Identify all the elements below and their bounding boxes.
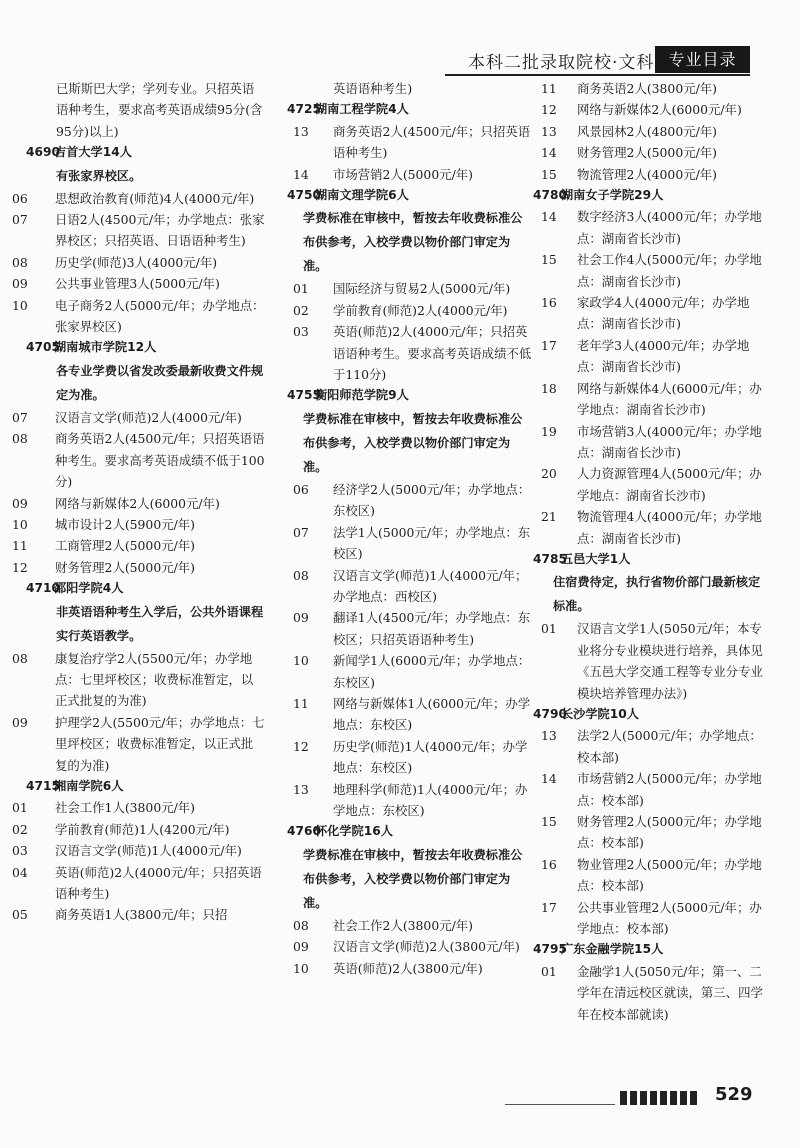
major-text: 网络与新媒体4人(6000元/年；办学地点：湖南省长沙市)	[577, 380, 762, 418]
school-name: 五邑大学1人	[561, 551, 631, 566]
major-code: 16	[541, 856, 557, 872]
major-text: 数字经济3人(4000元/年；办学地点：湖南省长沙市)	[577, 209, 762, 246]
major-code: 15	[541, 252, 557, 268]
major-text: 日语2人(4500元/年；办学地点：张家界校区；只招英语、日语语种考生)	[55, 212, 265, 249]
major-code: 10	[12, 297, 28, 313]
major-entry	[265, 779, 533, 822]
major-code: 09	[12, 276, 28, 292]
school-code: 4780	[533, 188, 567, 203]
major-code: 16	[541, 295, 557, 311]
major-text: 汉语言文学(师范)1人(4000元/年)	[55, 843, 242, 859]
major-entry	[0, 252, 265, 273]
major-entry	[265, 278, 533, 299]
major-entry	[0, 407, 265, 428]
school-heading	[533, 704, 763, 725]
school-heading	[265, 185, 533, 206]
major-entry	[265, 650, 533, 693]
major-entry	[265, 300, 533, 321]
major-text: 公共事业管理2人(5000元/年；办学地点：校本部)	[577, 899, 762, 937]
major-text: 财务管理2人(5000元/年)	[55, 559, 195, 575]
school-name: 广东金融学院15人	[561, 942, 664, 957]
major-entry	[0, 428, 265, 492]
major-text: 英语(师范)2人(4000元/年；只招英语语种考生。要求高考英语成绩不低于110分)	[333, 324, 532, 383]
major-code: 19	[541, 423, 557, 439]
major-code: 01	[293, 281, 309, 297]
major-entry	[0, 862, 265, 905]
major-entry	[265, 121, 533, 164]
major-entry	[265, 164, 533, 185]
school-note: 学费标准在审核中，暂按去年收费标准公布供参考，入校学费以物价部门审定为准。	[303, 411, 523, 474]
school-code: 4690	[26, 145, 60, 160]
school-name: 长沙学院10人	[561, 706, 639, 721]
major-entry	[0, 188, 265, 209]
major-code: 08	[293, 567, 309, 583]
school-heading	[265, 99, 533, 120]
school-heading	[533, 185, 763, 206]
major-entry	[533, 463, 763, 506]
school-code: 4710	[26, 581, 60, 596]
school-name: 湘南学院6人	[54, 778, 124, 793]
continued-text: 已斯斯巴大学；学列专业。只招英语语种考生，要求高考英语成绩95分(含95分)以上)	[56, 81, 263, 139]
school-code: 4715	[26, 778, 60, 793]
major-entry	[0, 493, 265, 514]
major-code: 09	[293, 939, 309, 955]
major-entry	[533, 725, 763, 768]
major-text: 汉语言文学1人(5050元/年；本专业将分专业模块进行培养，具体见《五邑大学交通工程等专业分专业模块培养管理办法》)	[577, 621, 763, 701]
major-entry	[533, 897, 763, 940]
major-code: 09	[12, 495, 28, 511]
major-code: 13	[293, 781, 309, 797]
major-code: 14	[541, 145, 557, 161]
major-entry	[533, 378, 763, 421]
major-text: 市场营销3人(4000元/年；办学地点：湖南省长沙市)	[577, 423, 762, 460]
major-text: 电子商务2人(5000元/年；办学地点：张家界校区)	[55, 297, 265, 335]
school-note: 学费标准在审核中，暂按去年收费标准公布供参考，入校学费以物价部门审定为准。	[303, 211, 523, 274]
major-text: 国际经济与贸易2人(5000元/年)	[333, 281, 511, 297]
major-code: 12	[541, 102, 557, 118]
school-note: 各专业学费以省发改委最新收费文件规定为准。	[56, 363, 264, 402]
major-code: 14	[541, 209, 557, 225]
major-entry	[0, 295, 265, 338]
major-code: 12	[12, 559, 28, 575]
major-code: 11	[12, 538, 28, 554]
major-entry	[533, 618, 763, 704]
column-3	[533, 78, 763, 1025]
major-text: 历史学(师范)1人(4000元/年；办学地点：东校区)	[333, 738, 528, 776]
major-code: 10	[12, 516, 28, 532]
school-name: 吉首大学14人	[54, 145, 132, 160]
major-code: 08	[293, 917, 309, 933]
major-text: 市场营销2人(5000元/年；办学地点：校本部)	[577, 771, 762, 808]
major-text: 老年学3人(4000元/年；办学地点：湖南省长沙市)	[577, 337, 750, 375]
major-code: 06	[293, 481, 309, 497]
major-text: 法学2人(5000元/年；办学地点：校本部)	[577, 728, 762, 765]
major-entry	[265, 915, 533, 936]
major-entry	[533, 78, 763, 99]
major-text: 财务管理2人(5000元/年)	[577, 145, 717, 161]
major-code: 10	[293, 653, 309, 669]
major-code: 17	[541, 899, 557, 915]
major-entry	[0, 840, 265, 861]
school-code: 4785	[533, 551, 567, 566]
school-note: 有张家界校区。	[56, 168, 142, 183]
major-text: 人力资源管理4人(5000元/年；办学地点：湖南省长沙市)	[577, 466, 762, 503]
major-code: 18	[541, 380, 557, 396]
school-heading	[0, 578, 265, 599]
major-entry	[265, 565, 533, 608]
header-subtitle: 本科二批录取院校·文科	[468, 53, 655, 73]
school-code: 4705	[26, 340, 60, 355]
major-entry	[533, 292, 763, 335]
major-code: 03	[293, 324, 309, 340]
footer-decoration	[620, 1090, 700, 1109]
footer-rule	[505, 1104, 615, 1105]
school-heading	[265, 385, 533, 406]
major-code: 11	[541, 81, 557, 96]
major-entry	[533, 164, 763, 185]
major-text: 社会工作1人(3800元/年)	[55, 800, 195, 816]
major-text: 网络与新媒体1人(6000元/年；办学地点：东校区)	[333, 695, 531, 733]
major-text: 康复治疗学2人(5500元/年；办学地点：七里坪校区；收费标准暂定，以正式批复的为准)	[55, 650, 254, 709]
column-2	[265, 78, 533, 979]
major-code: 07	[12, 212, 28, 228]
major-entry	[0, 904, 265, 925]
major-text: 地理科学(师范)1人(4000元/年；办学地点：东校区)	[333, 781, 528, 818]
school-name: 湖南工程学院4人	[315, 102, 409, 117]
major-text: 金融学1人(5050元/年；第一、二学年在清远校区就读，第三、四学年在校本部就读)	[577, 963, 763, 1022]
major-code: 01	[541, 621, 557, 637]
major-entry	[533, 768, 763, 811]
major-entry	[533, 99, 763, 120]
major-entry	[265, 936, 533, 957]
major-entry	[533, 335, 763, 378]
major-code: 08	[12, 431, 28, 447]
major-text: 法学1人(5000元/年；办学地点：东校区)	[333, 524, 531, 562]
major-code: 13	[541, 728, 557, 744]
major-entry	[533, 206, 763, 249]
school-name: 衡阳师范学院9人	[315, 388, 409, 403]
major-text: 网络与新媒体2人(6000元/年)	[577, 102, 742, 118]
major-entry	[0, 819, 265, 840]
major-entry	[265, 321, 533, 385]
major-text: 学前教育(师范)1人(4200元/年)	[55, 821, 230, 837]
school-heading	[533, 549, 763, 570]
major-code: 03	[12, 843, 28, 859]
school-name: 湖南文理学院6人	[315, 188, 409, 203]
major-entry	[533, 421, 763, 464]
school-heading	[0, 776, 265, 797]
running-header	[0, 42, 800, 78]
major-code: 05	[12, 907, 28, 923]
major-entry	[533, 811, 763, 854]
school-heading	[0, 337, 265, 358]
major-text: 翻译1人(4500元/年；办学地点：东校区；只招英语语种考生)	[333, 610, 531, 647]
school-heading	[265, 821, 533, 842]
major-code: 09	[293, 610, 309, 626]
major-text: 汉语言文学(师范)2人(3800元/年)	[333, 939, 520, 955]
major-code: 14	[541, 771, 557, 787]
watermark: ⁣	[116, 420, 124, 490]
section-label: 专业目录	[655, 46, 750, 73]
major-text: 网络与新媒体2人(6000元/年)	[55, 495, 220, 511]
major-text: 市场营销2人(5000元/年)	[333, 166, 473, 182]
major-code: 08	[12, 650, 28, 666]
major-text: 护理学2人(5500元/年；办学地点：七里坪校区；收费标准暂定，以正式批复的为准)	[55, 714, 265, 773]
major-text: 商务英语1人(3800元/年；只招	[55, 907, 228, 923]
header-rule	[445, 74, 750, 76]
school-note: 住宿费待定，执行省物价部门最新核定标准。	[553, 575, 761, 614]
school-name: 湖南城市学院12人	[54, 340, 157, 355]
school-name: 湖南女子学院29人	[561, 188, 664, 203]
school-heading	[533, 939, 763, 960]
major-entry	[533, 142, 763, 163]
major-text: 汉语言文学(师范)2人(4000元/年)	[55, 409, 242, 425]
major-code: 17	[541, 337, 557, 353]
major-text: 新闻学1人(6000元/年；办学地点：东校区)	[333, 653, 531, 690]
major-entry	[0, 557, 265, 578]
major-code: 04	[12, 864, 28, 880]
school-note: 学费标准在审核中，暂按去年收费标准公布供参考，入校学费以物价部门审定为准。	[303, 847, 523, 910]
school-note: 非英语语种考生入学后，公共外语课程实行英语教学。	[56, 604, 264, 643]
major-text: 物业管理2人(5000元/年；办学地点：校本部)	[577, 856, 762, 894]
major-entry	[265, 479, 533, 522]
major-code: 02	[12, 821, 28, 837]
major-text: 物流管理2人(4000元/年)	[577, 166, 717, 182]
major-text: 学前教育(师范)2人(4000元/年)	[333, 302, 508, 318]
major-code: 07	[12, 409, 28, 425]
major-entry	[0, 514, 265, 535]
major-entry	[265, 607, 533, 650]
major-entry	[533, 249, 763, 292]
major-code: 15	[541, 814, 557, 829]
school-name: 怀化学院16人	[315, 824, 393, 839]
major-text: 物流管理4人(4000元/年；办学地点：湖南省长沙市)	[577, 509, 762, 546]
major-code: 13	[541, 123, 557, 139]
major-entry	[533, 854, 763, 897]
major-text: 历史学(师范)3人(4000元/年)	[55, 254, 218, 270]
major-entry	[0, 712, 265, 776]
school-heading	[0, 142, 265, 163]
major-code: 20	[541, 466, 557, 482]
major-entry	[265, 522, 533, 565]
major-entry	[0, 273, 265, 294]
major-text: 工商管理2人(5000元/年)	[55, 538, 195, 554]
major-text: 财务管理2人(5000元/年；办学地点：校本部)	[577, 814, 762, 851]
major-text: 家政学4人(4000元/年；办学地点：湖南省长沙市)	[577, 295, 750, 332]
major-code: 10	[293, 960, 309, 976]
major-text: 社会工作4人(5000元/年；办学地点：湖南省长沙市)	[577, 252, 762, 289]
school-name: 邵阳学院4人	[54, 581, 124, 596]
major-entry	[265, 693, 533, 736]
major-entry	[0, 209, 265, 252]
major-text: 商务英语2人(4500元/年；只招英语语种考生。要求高考英语成绩不低于100分)	[55, 431, 265, 490]
major-code: 21	[541, 509, 557, 525]
major-entry	[0, 648, 265, 712]
major-entry	[533, 121, 763, 142]
major-code: 09	[12, 714, 28, 730]
major-code: 13	[293, 123, 309, 139]
major-code: 15	[541, 166, 557, 182]
major-code: 01	[541, 963, 557, 979]
major-code: 14	[293, 166, 309, 182]
school-code: 4755	[287, 388, 321, 403]
major-text: 思想政治教育(师范)4人(4000元/年)	[55, 190, 255, 206]
major-text: 城市设计2人(5900元/年)	[55, 516, 195, 532]
major-text: 商务英语2人(4500元/年；只招英语语种考生)	[333, 123, 531, 161]
school-code: 4790	[533, 706, 567, 721]
major-text: 商务英语2人(3800元/年)	[577, 81, 717, 96]
major-entry	[265, 736, 533, 779]
major-entry	[0, 797, 265, 818]
page-number: 529	[715, 1084, 753, 1105]
major-code: 12	[293, 738, 309, 754]
major-entry	[0, 535, 265, 556]
major-code: 08	[12, 254, 28, 270]
major-code: 11	[293, 695, 309, 711]
major-text: 汉语言文学(师范)1人(4000元/年；办学地点：西校区)	[333, 567, 528, 604]
major-entry	[265, 958, 533, 979]
major-text: 社会工作2人(3800元/年)	[333, 917, 473, 933]
major-entry	[533, 506, 763, 549]
major-text: 英语(师范)2人(3800元/年)	[333, 960, 483, 976]
continued-text: 英语语种考生)	[333, 81, 413, 96]
school-code: 4750	[287, 188, 321, 203]
page-footer	[0, 1070, 800, 1140]
major-code: 07	[293, 524, 309, 540]
major-text: 公共事业管理3人(5000元/年)	[55, 276, 220, 292]
major-text: 风景园林2人(4800元/年)	[577, 123, 717, 139]
school-code: 4725	[287, 102, 321, 117]
major-code: 06	[12, 190, 28, 206]
major-entry	[533, 961, 763, 1025]
major-text: 英语(师范)2人(4000元/年；只招英语语种考生)	[55, 864, 262, 901]
major-text: 经济学2人(5000元/年；办学地点：东校区)	[333, 481, 531, 519]
major-code: 01	[12, 800, 28, 816]
school-code: 4760	[287, 824, 321, 839]
school-code: 4795	[533, 942, 567, 957]
column-1	[0, 78, 265, 926]
major-code: 02	[293, 302, 309, 318]
